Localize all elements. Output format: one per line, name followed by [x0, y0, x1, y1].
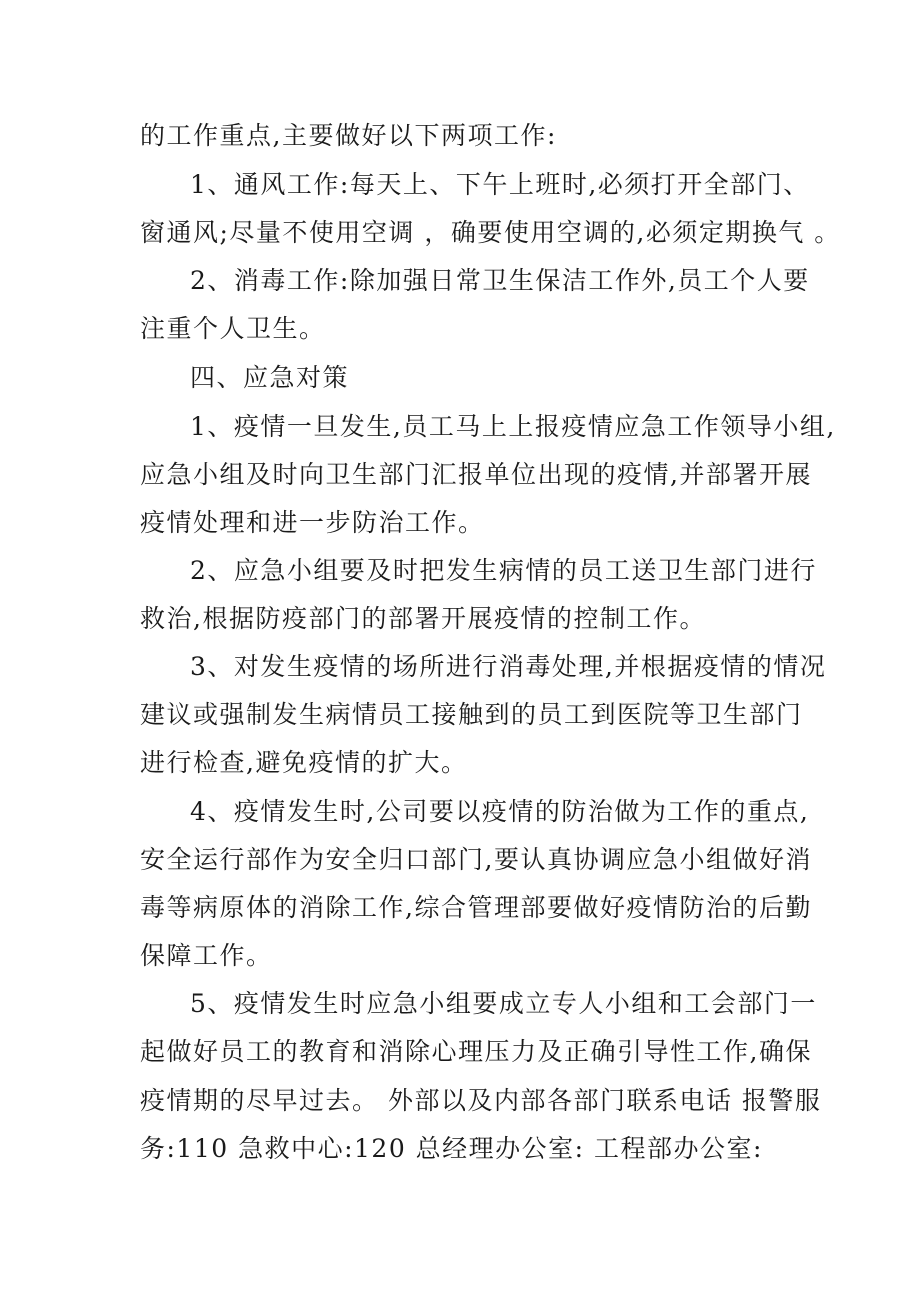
text-line: 3、对发生疫情的场所进行消毒处理,并根据疫情的情况	[190, 652, 827, 681]
text-line: 窗通风;尽量不使用空调 ，确要使用空调的,必须定期换气 。	[140, 218, 841, 247]
text-line: 2、消毒工作:除加强日常卫生保洁工作外,员工个人要	[190, 266, 810, 295]
text-line: 2、应急小组要及时把发生病情的员工送卫生部门进行	[190, 556, 817, 585]
text-line: 毒等病原体的消除工作,综合管理部要做好疫情防治的后勤	[140, 893, 812, 922]
text-line: 务:110 急救中心:120 总经理办公室: 工程部办公室:	[140, 1134, 763, 1163]
section-heading: 四、应急对策	[190, 363, 350, 392]
text-line: 疫情期的尽早过去。 外部以及内部各部门联系电话 报警服	[140, 1086, 822, 1115]
text-line: 保障工作。	[140, 941, 273, 970]
text-line: 5、疫情发生时应急小组要成立专人小组和工会部门一	[190, 989, 817, 1018]
text-line: 进行检查,避免疫情的扩大。	[140, 748, 468, 777]
text-line: 疫情处理和进一步防治工作。	[140, 508, 485, 537]
text-line: 1、疫情一旦发生,员工马上上报疫情应急工作领导小组,	[190, 412, 836, 441]
text-line: 起做好员工的教育和消除心理压力及正确引导性工作,确保	[140, 1037, 812, 1066]
text-line: 安全运行部作为安全归口部门,要认真协调应急小组做好消	[140, 845, 812, 874]
text-line: 1、通风工作:每天上、下午上班时,必须打开全部门、	[190, 170, 810, 199]
text-line: 救治,根据防疫部门的部署开展疫情的控制工作。	[140, 604, 706, 633]
text-line: 建议或强制发生病情员工接触到的员工到医院等卫生部门	[140, 700, 803, 729]
text-line: 应急小组及时向卫生部门汇报单位出现的疫情,并部署开展	[140, 460, 812, 489]
text-line: 的工作重点,主要做好以下两项工作:	[140, 121, 557, 150]
text-line: 注重个人卫生。	[140, 314, 326, 343]
text-line: 4、疫情发生时,公司要以疫情的防治做为工作的重点,	[190, 797, 810, 826]
